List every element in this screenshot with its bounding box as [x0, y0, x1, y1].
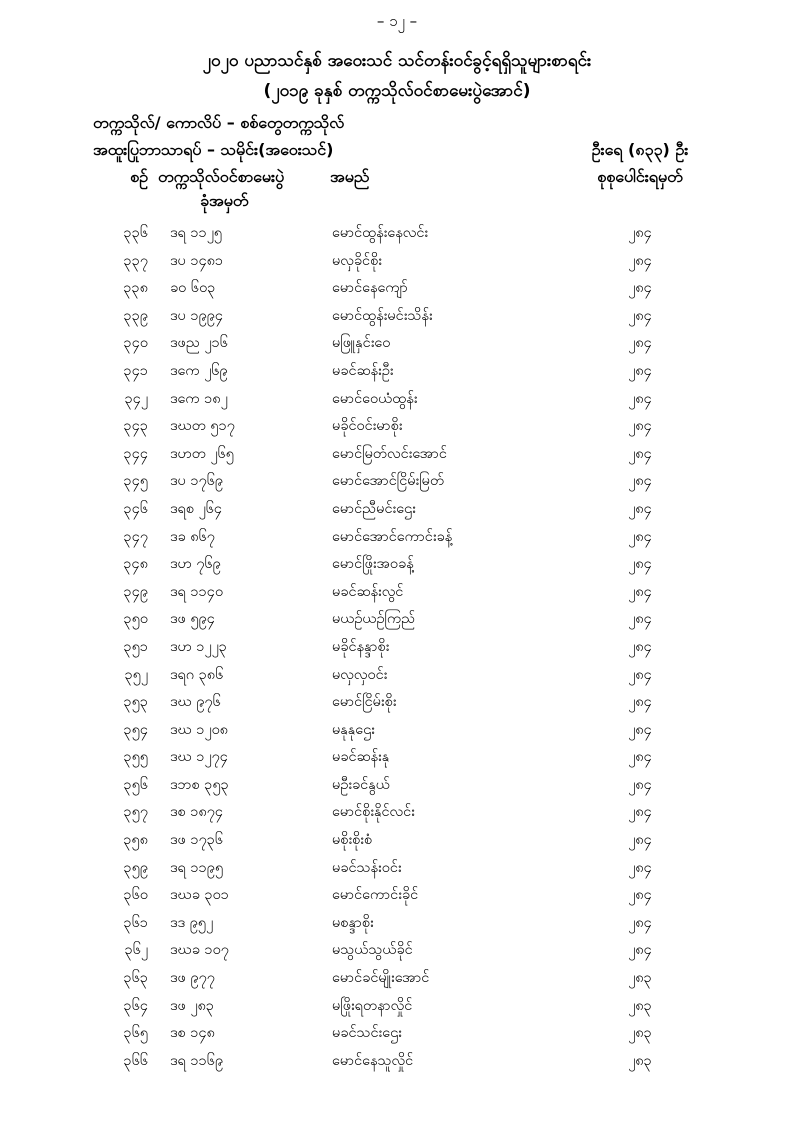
roll-number-cell: ဒဒ ၉၅၂ [170, 914, 214, 931]
roll-number-cell: ဒကေ ၂၆၉ [170, 362, 228, 379]
serial-cell: ၃၆၁ [123, 914, 148, 931]
major-heading: အထူးပြုဘာသာရပ် – သမိုင်း(အဝေးသင်) [93, 140, 334, 159]
table-row [0, 275, 794, 303]
table-row [0, 662, 794, 690]
total-score-cell: ၂၈၄ [628, 280, 652, 297]
roll-number-cell: ဒဖ ၂၈၃ [170, 997, 215, 1014]
table-row [0, 468, 794, 496]
serial-cell: ၃၄၁ [123, 362, 148, 379]
column-header-total: စုစုပေါင်းရမှတ် [597, 167, 683, 186]
table-row [0, 937, 794, 965]
roll-number-cell: ဒရ ၁၁၄၀ [170, 583, 224, 600]
table-row [0, 1020, 794, 1048]
total-score-cell: ၂၈၄ [628, 445, 652, 462]
serial-cell: ၃၄၃ [123, 418, 148, 435]
total-score-cell: ၂၈၄ [628, 721, 652, 738]
serial-cell: ၃၄၄ [123, 445, 148, 462]
roll-number-cell: ဒဟ ၁၂၂၃ [170, 638, 227, 655]
total-score-cell: ၂၈၄ [628, 473, 652, 490]
student-list [0, 220, 794, 1075]
roll-number-cell: ဒရစ ၂၆၄ [170, 500, 223, 517]
table-row [0, 882, 794, 910]
serial-cell: ၃၆၂ [124, 942, 148, 959]
roll-number-cell: ဒဘစ ၃၅၃ [170, 776, 229, 793]
student-name-cell: မခင်ဆန်းလွင် [332, 583, 404, 600]
serial-cell: ၃၆၀ [123, 887, 148, 904]
table-row [0, 965, 794, 993]
student-name-cell: မစိုးစိုးစံ [332, 832, 373, 849]
table-row [0, 330, 794, 358]
column-header-name: အမည် [330, 167, 370, 186]
serial-cell: ၃၄၈ [123, 556, 148, 573]
serial-cell: ၃၅၃ [123, 694, 148, 711]
column-header-serial: စဉ် [130, 167, 148, 186]
roll-number-cell: ဒဟတ ၂၆၅ [170, 445, 234, 462]
table-row [0, 744, 794, 772]
serial-cell: ၃၅၁ [123, 638, 148, 655]
table-row [0, 910, 794, 938]
serial-cell: ၃၅၅ [123, 749, 148, 766]
serial-cell: ၃၃၉ [123, 307, 148, 324]
serial-cell: ၃၃၆ [123, 225, 148, 241]
column-header-roll: တက္ကသိုလ်ဝင်စာမေးပွဲ [158, 167, 285, 186]
serial-cell: ၃၆၅ [123, 1025, 148, 1042]
student-name-cell: မောင်ငြိမ်းစိုး [332, 694, 397, 711]
table-row [0, 993, 794, 1021]
student-name-cell: မခင်ဆန်းနု [332, 749, 390, 766]
table-row [0, 248, 794, 276]
student-name-cell: မခင်သင်းဌေး [332, 1025, 402, 1042]
student-name-cell: မောင်ဖြိုးအဝခန့် [332, 556, 414, 573]
student-name-cell: မောင်နေသူလှိုင် [332, 1052, 414, 1069]
total-score-cell: ၂၈၄ [628, 390, 652, 407]
roll-number-cell: ဒဖ ၅၉၄ [170, 611, 215, 628]
serial-cell: ၃၆၄ [123, 997, 148, 1014]
roll-number-cell: ဒဟ ၇၆၉ [170, 556, 221, 573]
roll-number-cell: ဒရဂ ၃၈၆ [170, 666, 224, 683]
table-row [0, 551, 794, 579]
serial-cell: ၃၅၂ [124, 666, 148, 683]
table-row [0, 1048, 794, 1076]
student-name-cell: မခိုင်ဝင်းမာစိုး [332, 418, 403, 435]
roll-number-cell: ဒဃ ၁၂၇၄ [170, 749, 228, 766]
serial-cell: ၃၄၉ [123, 583, 148, 600]
serial-cell: ၃၅၈ [123, 832, 148, 849]
roll-number-cell: ခဝ ၆၀၃ [170, 280, 216, 297]
roll-number-cell: ဒဖ ၁၇၃၆ [170, 832, 224, 849]
student-name-cell: မခိုင်နန္ဒာစိုး [332, 638, 390, 655]
total-score-cell: ၂၈၄ [628, 335, 652, 352]
student-name-cell: မနုနုဌေး [332, 721, 375, 738]
total-score-cell: ၂၈၃ [628, 970, 652, 987]
document-title: ၂၀၂၀ ပညာသင်နှစ် အဝေးသင် သင်တန်းဝင်ခွင့်ရရှိသူများစာရင်း [202, 51, 592, 71]
serial-cell: ၃၄၇ [123, 528, 148, 545]
table-row [0, 717, 794, 745]
roll-number-cell: ဒပ ၁၉၉၄ [170, 307, 224, 324]
document-subtitle: (၂၀၁၉ ခုနှစ် တက္ကသိုလ်ဝင်စာမေးပွဲအောင်) [263, 81, 531, 101]
student-name-cell: မောင်ခင်မျိုးအောင် [332, 970, 430, 987]
total-score-cell: ၂၈၄ [628, 666, 652, 683]
student-name-cell: မသွယ်သွယ်ခိုင် [332, 942, 413, 959]
total-score-cell: ၂၈၄ [628, 638, 652, 655]
total-score-cell: ၂၈၄ [628, 611, 652, 628]
serial-cell: ၃၅၀ [123, 611, 148, 628]
total-score-cell: ၂၈၄ [628, 583, 652, 600]
serial-cell: ၃၅၇ [123, 804, 148, 821]
roll-number-cell: ဒရ ၁၁၉၅ [170, 859, 224, 876]
total-score-cell: ၂၈၄ [628, 749, 652, 766]
total-students: ဦးရေ (၈၃၃) ဦး [591, 140, 689, 159]
serial-cell: ၃၆၆ [123, 1052, 148, 1069]
student-name-cell: မလှလှဝင်း [332, 666, 388, 683]
student-name-cell: မောင်ဝေယံထွန်း [332, 390, 418, 407]
student-name-cell: မဖြူနှင်းဝေ [332, 335, 391, 352]
student-name-cell: မောင်ကောင်းခိုင် [332, 887, 419, 904]
table-row [0, 799, 794, 827]
student-name-cell: မောင်နေကျော် [332, 280, 408, 297]
total-score-cell: ၂၈၄ [628, 804, 652, 821]
roll-number-cell: ဒဖ ၉၇၇ [170, 970, 215, 987]
table-row [0, 358, 794, 386]
table-row [0, 303, 794, 331]
total-score-cell: ၂၈၄ [628, 556, 652, 573]
roll-number-cell: ဒပ ၁၄၈၁ [170, 252, 224, 269]
student-name-cell: မောင်ထွန်းနေလင်း [332, 225, 429, 241]
serial-cell: ၃၆၃ [123, 970, 148, 987]
serial-cell: ၃၄၂ [124, 390, 148, 407]
total-score-cell: ၂၈၄ [628, 225, 652, 241]
table-row [0, 413, 794, 441]
roll-number-cell: ဒကေ ၁၈၂ [170, 390, 228, 407]
student-name-cell: မခင်ဆန်းဦး [332, 362, 394, 379]
total-score-cell: ၂၈၃ [628, 997, 652, 1014]
total-score-cell: ၂၈၄ [628, 307, 652, 324]
serial-cell: ၃၃၇ [123, 252, 148, 269]
total-score-cell: ၂၈၄ [628, 418, 652, 435]
table-row [0, 606, 794, 634]
student-name-cell: မဖြိုးရတနာလှိုင် [332, 997, 413, 1014]
total-score-cell: ၂၈၄ [628, 528, 652, 545]
total-score-cell: ၂၈၄ [628, 776, 652, 793]
roll-number-cell: ဒစ ၁၈၇၄ [170, 804, 224, 821]
table-row [0, 855, 794, 883]
table-row [0, 772, 794, 800]
total-score-cell: ၂၈၄ [628, 859, 652, 876]
roll-number-cell: ဒဃခ ၁၀၇ [170, 942, 229, 959]
total-score-cell: ၂၈၄ [628, 832, 652, 849]
table-row [0, 220, 794, 248]
total-score-cell: ၂၈၃ [628, 1052, 652, 1069]
roll-number-cell: ဒဃ ၁၂၀၈ [170, 721, 229, 738]
roll-number-cell: ဒခ ၈၆၇ [170, 528, 215, 545]
column-header-roll-2: ခုံအမှတ် [200, 191, 249, 210]
total-score-cell: ၂၈၄ [628, 252, 652, 269]
serial-cell: ၃၅၆ [123, 776, 148, 793]
total-score-cell: ၂၈၄ [628, 942, 652, 959]
table-row [0, 386, 794, 414]
roll-number-cell: ဒရ ၁၁၆၉ [170, 1052, 224, 1069]
total-score-cell: ၂၈၄ [628, 362, 652, 379]
table-row [0, 496, 794, 524]
roll-number-cell: ဒရ ၁၁၂၅ [170, 225, 223, 241]
table-row [0, 441, 794, 469]
student-name-cell: မယဉ်ယဉ်ကြည် [332, 611, 416, 628]
serial-cell: ၃၄၅ [123, 473, 148, 490]
student-name-cell: မောင်အောင်ကောင်းခန့် [332, 528, 453, 545]
total-score-cell: ၂၈၃ [628, 1025, 652, 1042]
total-score-cell: ၂၈၄ [628, 914, 652, 931]
student-name-cell: မဦးခင်နွယ် [332, 776, 390, 793]
student-name-cell: မောင်စိုးနိုင်လင်း [332, 804, 415, 821]
roll-number-cell: ဒဃခ ၃၀၁ [170, 887, 229, 904]
student-name-cell: မောင်မြတ်လင်းအောင် [332, 445, 447, 462]
student-name-cell: မောင်ညီမင်းဌေး [332, 500, 416, 517]
student-name-cell: မောင်အောင်ငြိမ်းမြတ် [332, 473, 445, 490]
roll-number-cell: ဒဃ ၉၇၆ [170, 694, 221, 711]
table-row [0, 579, 794, 607]
total-score-cell: ၂၈၄ [628, 500, 652, 517]
student-name-cell: မခင်သန်းဝင်း [332, 859, 402, 876]
table-row [0, 689, 794, 717]
total-score-cell: ၂၈၄ [628, 694, 652, 711]
serial-cell: ၃၅၄ [123, 721, 148, 738]
student-name-cell: မလှခိုင်စိုး [332, 252, 382, 269]
total-score-cell: ၂၈၄ [628, 887, 652, 904]
roll-number-cell: ဒပ ၁၇၆၉ [170, 473, 224, 490]
serial-cell: ၃၅၉ [123, 859, 148, 876]
table-row [0, 524, 794, 552]
roll-number-cell: ဒဃတ ၅၁၇ [170, 418, 235, 435]
student-name-cell: မောင်ထွန်းမင်းသိန်း [332, 307, 433, 324]
roll-number-cell: ဒစ ၁၄၈ [170, 1025, 215, 1042]
serial-cell: ၃၄၀ [123, 335, 148, 352]
serial-cell: ၃၄၆ [123, 500, 148, 517]
serial-cell: ၃၃၈ [123, 280, 148, 297]
table-row [0, 634, 794, 662]
page-number: – ၁၂ – [376, 12, 418, 30]
student-name-cell: မစန္ဒာစိုး [332, 914, 374, 931]
roll-number-cell: ဒဖည ၂၁၆ [170, 335, 228, 352]
table-row [0, 827, 794, 855]
department-heading: တက္ကသိုလ်/ ကောလိပ် – စစ်တွေတက္ကသိုလ် [93, 113, 345, 132]
